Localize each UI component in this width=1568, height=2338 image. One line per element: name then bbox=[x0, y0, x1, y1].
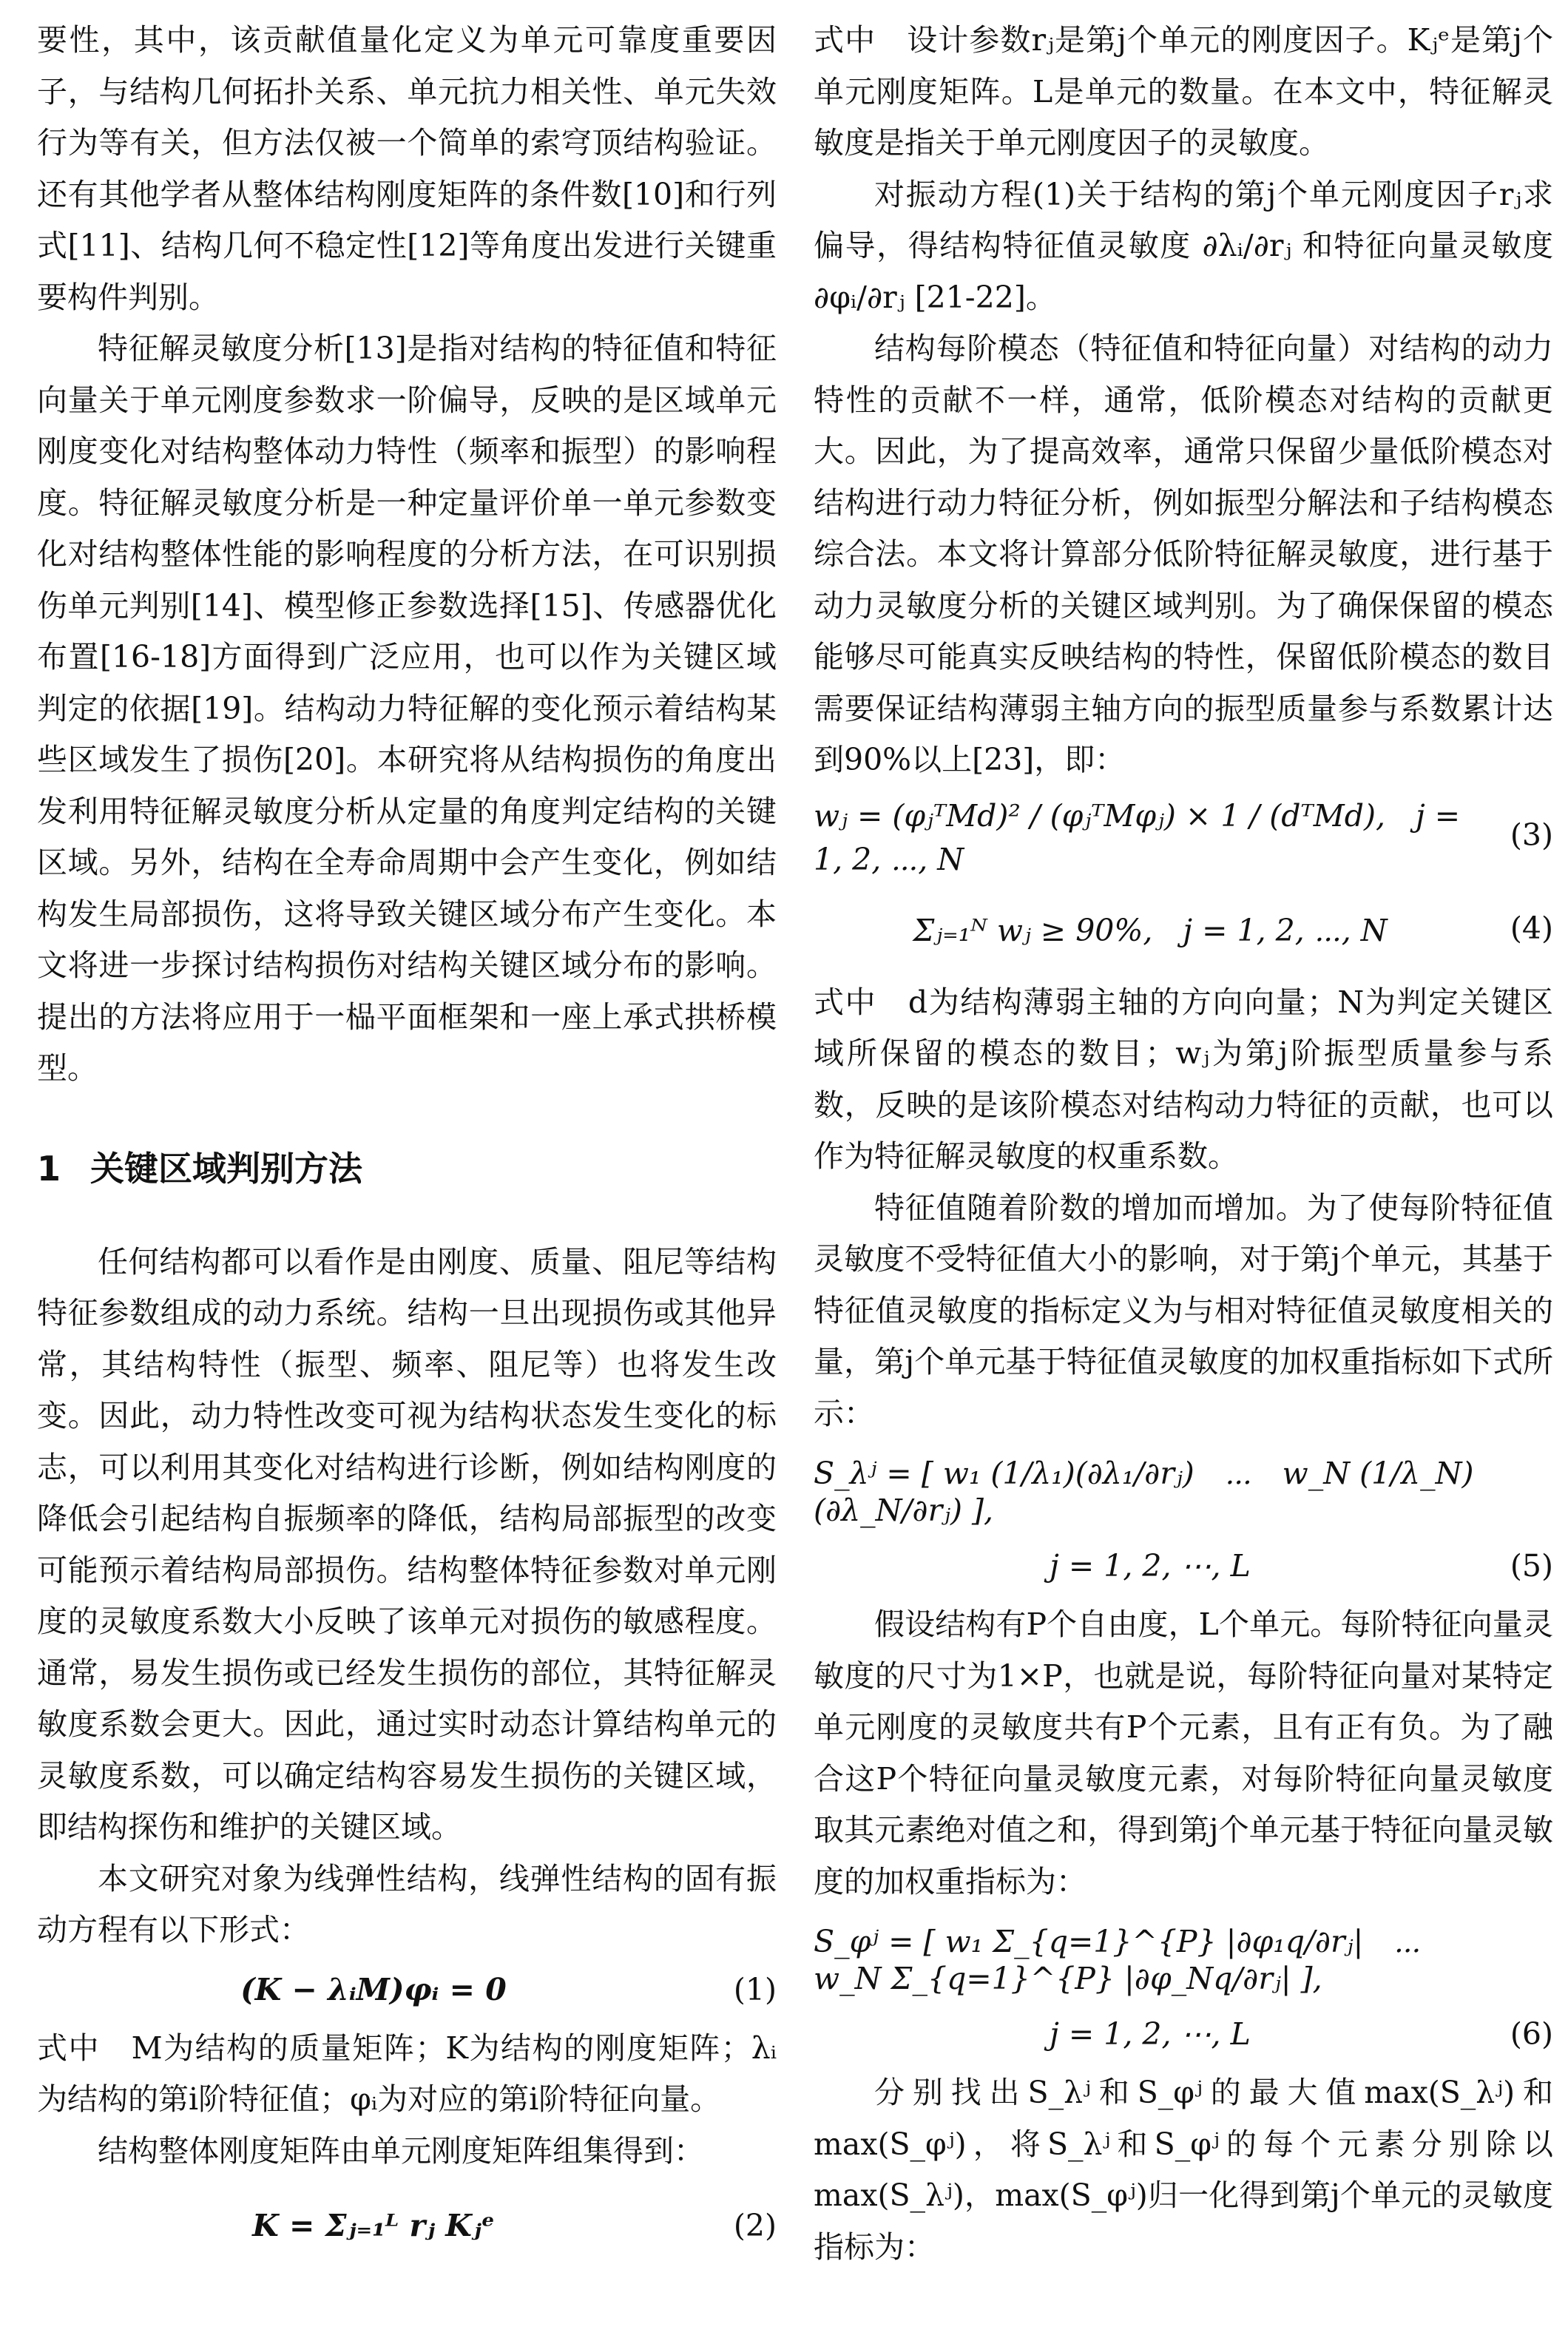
paragraph-dynamic-system: 任何结构都可以看作是由刚度、质量、阻尼等结构特征参数组成的动力系统。结构一旦出现损伤或其他异常，其结构特性（振型、频率、阻尼等）也将发生改变。因此，动力特性改变可视为结构状态发生变化的标志，可以利用其变化对结构进行诊断，例如结构刚度的降低会引起结构自振频率的降低，结构局部振型的改变可能预示着结构局部损伤。结构整体特征参数对单元刚度的灵敏度系数大小反映了该单元对损伤的敏感程度。通常，易发生损伤或已经发生损伤的部位，其特征解灵敏度系数会更大。因此，通过实时动态计算结构单元的灵敏度系数，可以确定结构容易发生损伤的关键区域，即结构探伤和维护的关键区域。 bbox=[37, 1243, 777, 1845]
equation-4-number: (4) bbox=[1510, 910, 1553, 946]
equation-6-body: S_φʲ = [ w₁ Σ_{q=1}^{P} |∂φ₁q/∂rⱼ| ⋯ w_N Σ_{q=1}^{P} |∂φ_Nq/∂rⱼ| ], bbox=[814, 1923, 1452, 1996]
equation-5-range-row bbox=[814, 1537, 1553, 1595]
equation-3-body: wⱼ = (φⱼᵀMd)² / (φⱼᵀMφⱼ) × 1 / (dᵀMd), j = 1, 2, ⋯, N bbox=[814, 797, 1461, 877]
equation-3 bbox=[814, 791, 1553, 879]
equation-3-number: (3) bbox=[1510, 817, 1553, 853]
equation-2-number: (2) bbox=[733, 2208, 777, 2243]
section-title: 关键区域判别方法 bbox=[90, 1148, 363, 1189]
equation-6-range-row bbox=[814, 2005, 1553, 2063]
equation-2 bbox=[37, 2181, 777, 2270]
paragraph-eq2-where: 式中 设计参数rⱼ是第j个单元的刚度因子。Kⱼᵉ是第j个单元刚度矩阵。L是单元的数量。在本文中，特征解灵敏度是指关于单元刚度因子的灵敏度。 bbox=[814, 22, 1553, 161]
paragraph-intro-continued: 要性，其中，该贡献值量化定义为单元可靠度重要因子，与结构几何拓扑关系、单元抗力相关性、单元失效行为等有关，但方法仅被一个简单的索穹顶结构验证。还有其他学者从整体结构刚度矩阵的条件数[10]和行列式[11]、结构几何不稳定性[12]等角度出发进行关键重要构件判别。 bbox=[37, 22, 777, 315]
paragraph-eigen-sensitivity: 特征解灵敏度分析[13]是指对结构的特征值和特征向量关于单元刚度参数求一阶偏导，反映的是区域单元刚度变化对结构整体动力特性（频率和振型）的影响程度。特征解灵敏度分析是一种定量评价单一单元参数变化对结构整体性能的影响程度的分析方法，在可识别损伤单元判别[14]、模型修正参数选择[15]、传感器优化布置[16-18]方面得到广泛应用，也可以作为关键区域判定的依据[19]。结构动力特征解的变化预示着结构某些区域发生了损伤[20]。本研究将从结构损伤的角度出发利用特征解灵敏度分析从定量的角度判定结构的关键区域。另外，结构在全寿命周期中会产生变化，例如结构发生局部损伤，这将导致关键区域分布产生变化。本文将进一步探讨结构损伤对结构关键区域分布的影响。提出的方法将应用于一榀平面框架和一座上承式拱桥模型。 bbox=[37, 331, 777, 1086]
equation-5-range: j = 1, 2, ⋯, L bbox=[1050, 1548, 1251, 1584]
equation-4 bbox=[814, 884, 1553, 973]
paragraph-partial-derivative: 对振动方程(1)关于结构的第j个单元刚度因子rⱼ求偏导，得结构特征值灵敏度 ∂λᵢ/∂rⱼ 和特征向量灵敏度 ∂φᵢ/∂rⱼ [21-22]。 bbox=[814, 176, 1553, 315]
paragraph-eq1-where: 式中 M为结构的质量矩阵；K为结构的刚度矩阵；λᵢ为结构的第i阶特征值；φᵢ为对应的第i阶特征向量。 bbox=[37, 2030, 777, 2117]
equation-6-range: j = 1, 2, ⋯, L bbox=[1050, 2016, 1251, 2052]
equation-1-body: (K − λᵢM)φᵢ = 0 bbox=[240, 1971, 507, 2007]
equation-6-number: (6) bbox=[1510, 2016, 1553, 2052]
equation-6 bbox=[814, 1912, 1553, 2001]
paragraph-eq34-where: 式中 d为结构薄弱主轴的方向向量；N为判定关键区域所保留的模态的数目；wⱼ为第j阶振型质量参与系数，反映的是该阶模态对结构动力特征的贡献，也可以作为特征解灵敏度的权重系数。 bbox=[814, 984, 1553, 1174]
paragraph-assembly: 结构整体刚度矩阵由单元刚度矩阵组集得到： bbox=[98, 2132, 704, 2169]
paragraph-linear-elastic: 本文研究对象为线弹性结构，线弹性结构的固有振动方程有以下形式： bbox=[37, 1860, 777, 1947]
equation-5-number: (5) bbox=[1510, 1548, 1553, 1584]
paragraph-eigenvalue-index: 特征值随着阶数的增加而增加。为了使每阶特征值灵敏度不受特征值大小的影响，对于第j个单元，其基于特征值灵敏度的指标定义为与相对特征值灵敏度相关的量，第j个单元基于特征值灵敏度的加权重指标如下式所示： bbox=[814, 1189, 1553, 1431]
equation-2-body: K = Σⱼ₌₁ᴸ rⱼ Kⱼᵉ bbox=[252, 2208, 495, 2243]
section-number: 1 bbox=[37, 1148, 61, 1189]
equation-1 bbox=[37, 1961, 777, 2018]
equation-5-body: S_λʲ = [ w₁ (1/λ₁)(∂λ₁/∂rⱼ) ⋯ w_N (1/λ_N)(∂λ_N/∂rⱼ) ], bbox=[814, 1455, 1474, 1528]
equation-1-number: (1) bbox=[733, 1971, 777, 2007]
right-column bbox=[814, 15, 1553, 2273]
equation-4-body: Σⱼ₌₁ᴺ wⱼ ≥ 90%, j = 1, 2, ⋯, N bbox=[913, 913, 1388, 948]
left-column bbox=[37, 15, 777, 2274]
paragraph-normalize: 分别找出S_λʲ和S_φʲ的最大值max(S_λʲ)和max(S_φʲ)，将S_λʲ和S_φʲ的每个元素分别除以max(S_λʲ)，max(S_φʲ)归一化得到第j个单元的灵敏度指标为： bbox=[814, 2075, 1553, 2265]
equation-5 bbox=[814, 1444, 1553, 1533]
paragraph-modes: 结构每阶模态（特征值和特征向量）对结构的动力特性的贡献不一样，通常，低阶模态对结构的贡献更大。因此，为了提高效率，通常只保留少量低阶模态对结构进行动力特征分析，例如振型分解法和子结构模态综合法。本文将计算部分低阶特征解灵敏度，进行基于动力灵敏度分析的关键区域判别。为了确保保留的模态能够尽可能真实反映结构的特性，保留低阶模态的数目需要保证结构薄弱主轴方向的振型质量参与系数累计达到90%以上[23]，即： bbox=[814, 331, 1553, 777]
section-heading bbox=[37, 1146, 777, 1191]
paragraph-dof: 假设结构有P个自由度，L个单元。每阶特征向量灵敏度的尺寸为1×P，也就是说，每阶特征向量对某特定单元刚度的灵敏度共有P个元素，且有正有负。为了融合这P个特征向量灵敏度元素，对每阶特征向量灵敏度取其元素绝对值之和，得到第j个单元基于特征向量灵敏度的加权重指标为： bbox=[814, 1606, 1553, 1899]
